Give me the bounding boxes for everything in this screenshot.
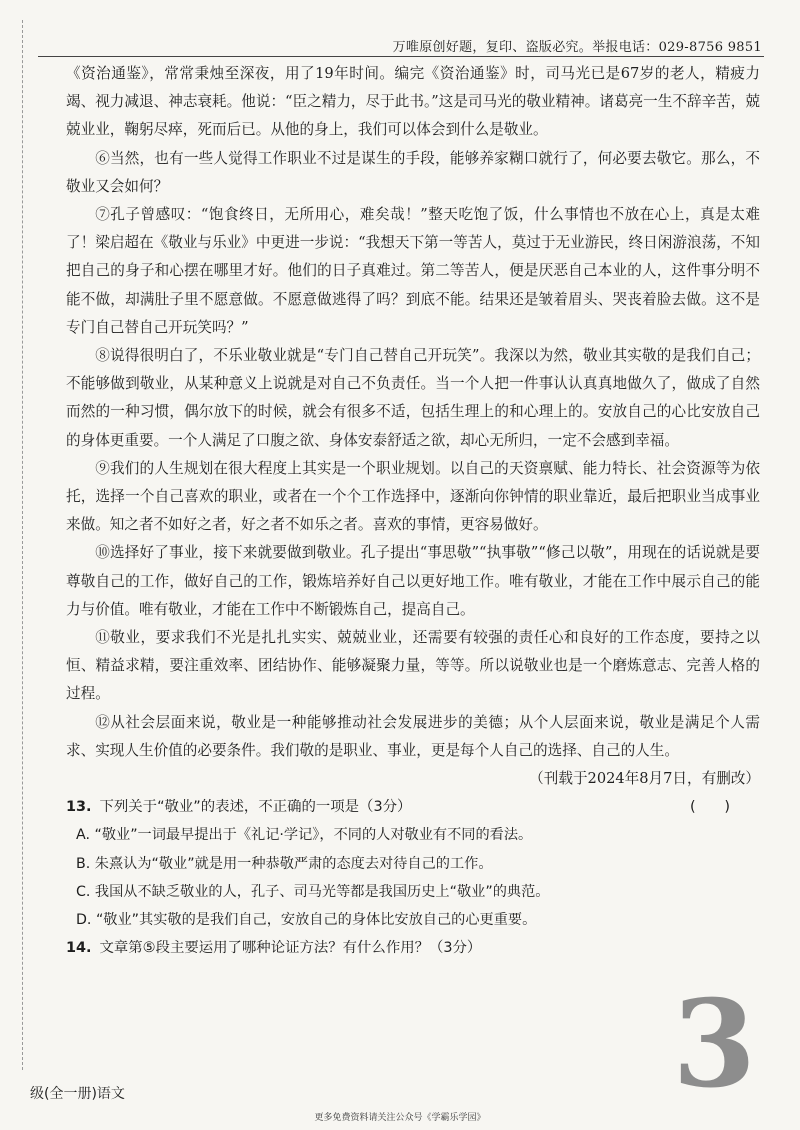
footer-note: 更多免费资料请关注公众号《学霸乐学园》 xyxy=(314,1113,486,1123)
option-b[interactable]: B. 朱熹认为“敬业”就是用一种恭敬严肃的态度去对待自己的工作。 xyxy=(76,855,493,872)
copyright-notice: 万唯原创好题，复印、盗版必究。举报电话：029-8756 9851 xyxy=(392,40,762,55)
question-stem: 下列关于“敬业”的表述，不正确的一项是（3分） xyxy=(99,799,412,816)
question-13 xyxy=(66,793,760,934)
question-number: 14. xyxy=(66,940,92,957)
question-stem: 文章第⑤段主要运用了哪种论证方法？有什么作用？（3分） xyxy=(99,940,482,957)
article-paragraph: ⑦孔子曾感叹：“饱食终日，无所用心，难矣哉！”整天吃饱了饭，什么事情也不放在心上，真是太难了！梁启超在《敬业与乐业》中更进一步说：“我想天下第一等苦人，莫过于无业游民，终日闲游浪荡，不知把自己的身子和心摆在哪里才好。他们的日子真难过。第二等苦人，便是厌恶自己本业的人，这件事分明不能不做，却满肚子里不愿意做。不愿意做逃得了吗？到底不能。结果还是皱着眉头、哭丧着脸去做。这不是专门自己替自己开玩笑吗？” xyxy=(66,206,760,336)
option-a[interactable]: A. “敬业”一词最早提出于《礼记·学记》，不同的人对敬业有不同的看法。 xyxy=(76,827,533,844)
header-divider xyxy=(38,56,764,57)
page-number: 3 xyxy=(672,974,756,1115)
book-label: 级(全一册)语文 xyxy=(30,1086,125,1102)
question-number: 13. xyxy=(66,799,92,816)
article-paragraph: ⑨我们的人生规划在很大程度上其实是一个职业规划。以自己的天资禀赋、能力特长、社会资源等为依托，选择一个自己喜欢的职业，或者在一个个工作选择中，逐渐向你钟情的职业靠近，最后把职业当成事业来做。知之者不如好之者，好之者不如乐之者。喜欢的事情，更容易做好。 xyxy=(66,459,760,534)
article-body xyxy=(66,60,760,793)
question-14 xyxy=(66,934,760,962)
article-paragraph: ⑧说得很明白了，不乐业敬业就是“专门自己替自己开玩笑”。我深以为然，敬业其实敬的是我们自己；不能够做到敬业，从某种意义上说就是对自己不负责任。当一个人把一件事认认真真地做久了，做成了自然而然的一种习惯，偶尔放下的时候，就会有很多不适，包括生理上的和心理上的。安放自己的心比安放自己的身体更重要。一个人满足了口腹之欲、身体安泰舒适之欲，却心无所归，一定不会感到幸福。 xyxy=(66,347,760,449)
page-content xyxy=(66,60,760,963)
article-paragraph: ⑫从社会层面来说，敬业是一种能够推动社会发展进步的美德；从个人层面来说，敬业是满足个人需求、实现人生价值的必要条件。我们敬的是职业、事业，更是每个人自己的选择、自己的人生。 xyxy=(66,713,760,759)
article-source: （刊载于2024年8月7日，有删改） xyxy=(529,770,760,788)
article-paragraph: ⑩选择好了事业，接下来就要做到敬业。孔子提出“事思敬”“执事敬”“修己以敬”，用现在的话说就是要尊敬自己的工作，做好自己的工作，锻炼培养好自己以更好地工作。唯有敬业，才能在工作中展示自己的能力与价值。唯有敬业，才能在工作中不断锻炼自己，提高自己。 xyxy=(66,544,760,618)
question-section xyxy=(66,793,760,962)
option-list xyxy=(66,821,760,934)
binding-margin-line xyxy=(22,20,23,1070)
option-c[interactable]: C. 我国从不缺乏敬业的人，孔子、司马光等都是我国历史上“敬业”的典范。 xyxy=(76,883,550,900)
option-d[interactable]: D. “敬业”其实敬的是我们自己，安放自己的身体比安放自己的心更重要。 xyxy=(76,912,537,929)
article-paragraph: ⑥当然，也有一些人觉得工作职业不过是谋生的手段，能够养家糊口就行了，何必要去敬它。那么，不敬业又会如何？ xyxy=(66,149,760,195)
article-paragraph: ⑪敬业，要求我们不光是扎扎实实、兢兢业业，还需要有较强的责任心和良好的工作态度，要持之以恒、精益求精，要注重效率、团结协作、能够凝聚力量，等等。所以说敬业也是一个磨炼意志、完善人格的过程。 xyxy=(66,629,760,703)
article-paragraph: 《资治通鉴》，常常秉烛至深夜，用了19年时间。编完《资治通鉴》时，司马光已是67岁的老人，精疲力竭、视力减退、神志衰耗。他说：“臣之精力，尽于此书。”这是司马光的敬业精神。诸葛亮一生不辞辛苦，兢兢业业，鞠躬尽瘁，死而后已。从他的身上，我们可以体会到什么是敬业。 xyxy=(66,65,760,139)
answer-bracket[interactable]: ( ) xyxy=(690,799,731,816)
